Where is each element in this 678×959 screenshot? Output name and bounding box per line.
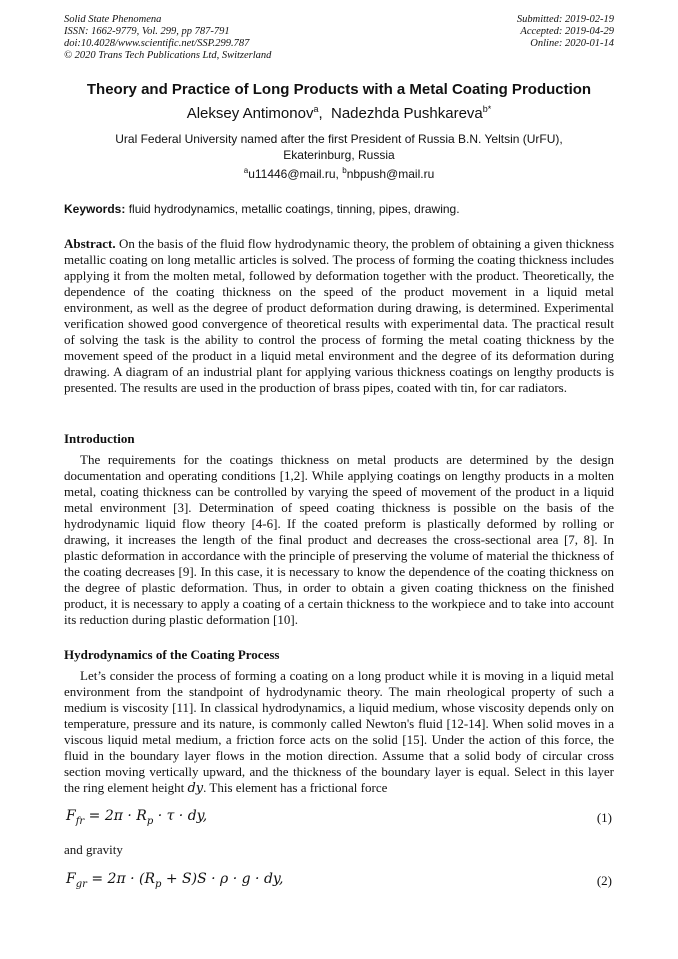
eq2-lhs: F <box>66 871 76 887</box>
email-b[interactable]: nbpush@mail.ru <box>346 167 435 181</box>
affiliation-line-1: Ural Federal University named after the first President of Russia B.N. Yeltsin (UrFU), <box>115 132 563 146</box>
author-emails <box>40 166 638 181</box>
keywords-text: fluid hydrodynamics, metallic coatings, tinning, pipes, drawing. <box>128 202 460 216</box>
eq1-lhs-sub: fr <box>75 815 85 827</box>
eq2-lhs-sub: gr <box>75 878 87 890</box>
email-a-mark: a <box>243 166 249 175</box>
equation-2-number: (2) <box>596 873 612 888</box>
eq1-rhs-tail: · τ · dy, <box>157 808 208 824</box>
introduction-text: The requirements for the coatings thickness on metal products are determined by the design documentation and operating conditions [1,2]. While applying coatings on lengthy products in a molten metal, coating thickness can be controlled by varying the speed of movement of the product in a liquid metal environment [3]. Determination of speed coating thickness is possible on the basis of the hydrodynamic liquid flow theory [4-6]. If the coated preform is plastically deformed by rolling or drawing, it increases the length of the final product and decreases the cross-sectional area [7, 8]. In plastic deformation in accordance with the principle of preserving the volume of material the thickness of the coating decreases [9]. In this case, it is necessary to know the dependence of the coating thickness on the degree of plastic deformation. Thus, in order to obtain a given coating thickness on the finished product, it is necessary to apply a coating of a certain thickness to the workpiece and to take into account its reduction during plastic deformation [10]. <box>64 452 614 627</box>
keywords-label: Keywords: <box>64 202 126 216</box>
dy-symbol: dy <box>187 781 204 796</box>
authors-line <box>40 104 638 122</box>
journal-issn: ISSN: 1662-9779, Vol. 299, pp 787-791 <box>64 26 230 37</box>
hydrodynamics-text <box>64 668 614 797</box>
date-submitted: Submitted: 2019-02-19 <box>516 14 614 25</box>
eq1-rhs-sub: p <box>146 815 154 827</box>
journal-doi[interactable]: doi:10.4028/www.scientific.net/SSP.299.787 <box>64 38 250 49</box>
abstract-text: On the basis of the fluid flow hydrodynamic theory, the problem of obtaining a given thickness metallic coating on long metallic articles is solved. The process of forming the coating thickness includes applying it from the molten metal, followed by deformation together with the product. Theoretically, the dependence of the coating thickness on the speed of the product movement in a liquid metal environment, as well as the degree of product deformation during drawing, is determined. Experimental verification showed good convergence of theoretical results with experimental data. The practical result of solving the task is the ability to control the process of forming the metal coating thickness by the movement speed of the product in a liquid metal environment and the degree of its deformation during drawing. A diagram of an industrial plant for applying various thickness coatings on lengthy products is presented. The results are used in the production of brass pipes, coated with tin, for car radiators. <box>64 236 615 395</box>
eq1-lhs: F <box>66 808 76 824</box>
journal-copyright: © 2020 Trans Tech Publications Ltd, Switzerland <box>64 50 272 61</box>
author-1-mark: a <box>313 104 319 114</box>
keywords <box>64 202 614 216</box>
dates-info <box>517 14 614 50</box>
email-b-mark: b <box>342 166 347 175</box>
paper-title: Theory and Practice of Long Products with a Metal Coating Production <box>86 81 592 98</box>
introduction-heading: Introduction <box>64 431 135 446</box>
eq2-rhs-sub: p <box>155 878 162 890</box>
hydrodynamics-heading: Hydrodynamics of the Coating Process <box>64 647 280 662</box>
eq2-rhs: = 2π · (R <box>91 871 156 887</box>
affiliation <box>80 131 598 163</box>
author-1: Aleksey Antimonov <box>186 105 314 122</box>
date-accepted: Accepted: 2019-04-29 <box>520 26 614 37</box>
journal-name: Solid State Phenomena <box>64 14 162 25</box>
hydro-text-before: Let’s consider the process of forming a coating on a long product while it is moving in a liquid metal environment from the standpoint of hydrodynamic theory. The main rheological property of such a medium is viscosity [11]. In classical hydrodynamics, a liquid medium, whose viscosity depends only on temperature, pressure and its nature, is commonly called Newton's fluid [12-14]. When solid moves in a viscous liquid metal medium, a friction force acts on the solid [15]. Under the action of this force, the fluid in the boundary layer flows in the motion direction. Assume that a solid body of circular cross section moving vertically upward, and the thickness of the boundary layer is equal. Select in this layer the ring element height <box>64 668 614 795</box>
equation-1-number: (1) <box>596 810 612 825</box>
author-separator: , <box>318 105 323 122</box>
eq1-rhs: = 2π · R <box>88 808 147 824</box>
and-gravity-text: and gravity <box>64 842 123 857</box>
email-a[interactable]: u11446@mail.ru, <box>248 167 339 181</box>
author-2-mark: b* <box>482 104 492 114</box>
date-online: Online: 2020-01-14 <box>530 38 614 49</box>
equation-2 <box>66 871 283 890</box>
eq2-rhs-tail: + S)S · ρ · g · dy, <box>165 871 284 887</box>
journal-info <box>64 14 271 62</box>
abstract <box>64 236 614 396</box>
abstract-label: Abstract. <box>64 236 116 251</box>
hydro-text-after: . This element has a frictional force <box>203 780 388 795</box>
author-2: Nadezhda Pushkareva <box>330 105 483 122</box>
equation-1 <box>66 808 207 827</box>
affiliation-line-2: Ekaterinburg, Russia <box>283 148 395 162</box>
